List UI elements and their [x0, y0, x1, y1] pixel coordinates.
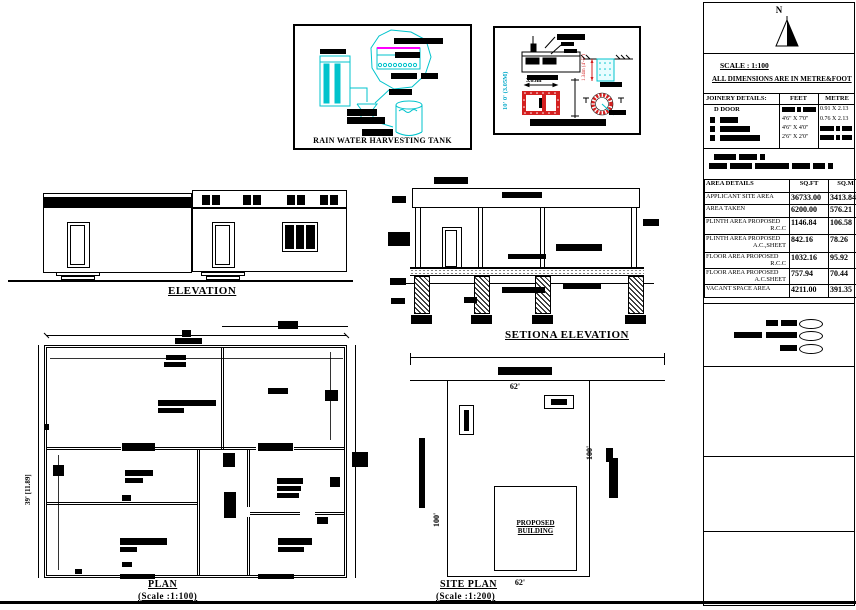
redacted-text-bar: [330, 477, 340, 487]
plan-height-dim: 39' [11.89]: [24, 474, 32, 505]
siteplan-road-endtick: [664, 353, 665, 365]
redacted-text-bar: [530, 119, 606, 126]
septic-length-dim: 3.65m: [526, 78, 542, 84]
sheet-bottom-border: [0, 601, 856, 604]
site-depth-left: 100': [432, 512, 441, 527]
vent-icon: [243, 195, 251, 205]
redacted-text-bar: [278, 321, 298, 329]
soak-depth-dim: 1.34m (4'-5"): [582, 54, 587, 81]
dimensions-note: ALL DIMENSIONS ARE IN METRE&FOOT: [712, 75, 852, 83]
area-col-sqm: SQ.M: [829, 180, 856, 193]
redacted-text-bar: [760, 154, 765, 160]
area-row-label: AREA TAKEN: [705, 205, 790, 218]
plan-wall: [250, 512, 300, 515]
plan-wall: [197, 450, 200, 575]
plan-wall: [155, 447, 256, 450]
joinery-row-label: D DOOR: [714, 106, 740, 113]
redacted-text-bar: [609, 458, 618, 498]
area-row-sqft: 757.94: [790, 269, 829, 285]
redacted-text-bar: [781, 320, 797, 326]
redacted-text-bar: [836, 135, 840, 140]
area-row-sqm: 70.44: [829, 269, 856, 285]
redacted-text-bar: [755, 163, 789, 169]
area-row: [705, 285, 856, 298]
vent-icon: [253, 195, 261, 205]
redacted-text-bar: [419, 438, 425, 508]
plan-dim-line-top: [46, 335, 347, 336]
vent-icon: [330, 195, 338, 205]
redacted-text-bar: [125, 470, 153, 476]
redacted-text-bar: [792, 163, 810, 169]
siteplan-road-top: [410, 357, 665, 358]
redacted-text-bar: [44, 424, 49, 430]
redacted-text-bar: [556, 244, 602, 251]
redacted-text-bar: [836, 126, 840, 131]
area-details-table: [704, 179, 854, 304]
redacted-text-bar: [224, 492, 236, 518]
redacted-text-bar: [564, 49, 577, 53]
redacted-text-bar: [563, 283, 601, 289]
elevation-roof-band: [44, 197, 191, 208]
site-width-bottom: 62': [514, 578, 526, 587]
rwh-title: RAIN WATER HARVESTING TANK: [313, 136, 452, 145]
redacted-text-bar: [389, 89, 412, 95]
redacted-text-bar: [278, 538, 312, 545]
redacted-text-bar: [317, 517, 328, 524]
section-ground-line: [398, 283, 654, 284]
door-leaf: [215, 225, 230, 265]
section-pier: [628, 276, 644, 314]
section-footing: [532, 315, 553, 324]
redacted-text-bar: [325, 390, 338, 401]
redacted-text-bar: [464, 297, 477, 303]
redacted-text-bar: [392, 196, 406, 203]
area-row-sqft: 4211.00: [790, 285, 829, 298]
proposed-building-label: PROPOSED: [516, 519, 555, 527]
redacted-text-bar: [557, 34, 585, 40]
elevation-title: ELEVATION: [168, 285, 237, 297]
redacted-text-bar: [53, 465, 64, 476]
redacted-text-bar: [277, 486, 301, 491]
area-row-sqft: 1032.16: [790, 253, 829, 269]
plan-wall: [294, 447, 344, 450]
plan-wall: [221, 348, 224, 449]
section-pier: [535, 276, 551, 314]
redacted-text-bar: [508, 254, 546, 259]
redacted-text-bar: [75, 569, 82, 574]
section-pier: [474, 276, 490, 314]
area-row-sqft: 1146.84: [790, 218, 829, 235]
site-structure-box: [459, 405, 474, 435]
signature-box: [704, 303, 854, 367]
redacted-text-bar: [166, 355, 186, 360]
siteplan-road-endtick: [410, 353, 411, 365]
septic-depth-dim: 10' 0' (3.05M): [502, 71, 509, 110]
site-width-top: 62': [509, 382, 521, 391]
area-row: [705, 253, 856, 269]
redacted-text-bar: [828, 163, 833, 169]
proposed-building-label: BUILDING: [517, 527, 554, 535]
area-row-sqm: 78.26: [829, 235, 856, 253]
plan-wall: [47, 447, 121, 450]
area-row-sqm: 391.35: [829, 285, 856, 298]
area-col-sqft: SQ.FT: [790, 180, 829, 193]
joinery-title: JOINERY DETAILS:: [706, 95, 767, 102]
joinery-table: [704, 93, 854, 149]
redacted-text-bar: [122, 443, 155, 451]
redacted-text-bar: [766, 332, 797, 338]
area-row-label: FLOOR AREA PROPOSED A.C.SHEET: [705, 269, 790, 285]
redacted-text-bar: [182, 330, 191, 337]
redacted-text-bar: [391, 298, 405, 304]
section-column: [540, 208, 545, 268]
vent-icon: [287, 195, 295, 205]
rwh-detail-box: [293, 24, 472, 150]
panel-empty-box: [704, 531, 854, 604]
area-row-label: VACANT SPACE AREA: [705, 285, 790, 298]
elevation-door-right: [212, 222, 235, 268]
redacted-text-bar: [278, 547, 304, 552]
door-leaf: [70, 225, 85, 265]
redacted-text-bar: [710, 135, 715, 141]
area-row: [705, 235, 856, 253]
plan-wall: [247, 450, 250, 507]
redacted-text-bar: [561, 42, 574, 46]
area-row-sqm: 95.92: [829, 253, 856, 269]
panel-empty-box: [704, 366, 854, 457]
redacted-text-bar: [730, 163, 752, 169]
redacted-text-bar: [498, 367, 552, 375]
redacted-text-bar: [158, 400, 216, 406]
north-arrow-icon: [770, 16, 804, 50]
redacted-text-bar: [120, 538, 167, 545]
area-row: [705, 205, 856, 218]
joinery-row-metre: 0.76 X 2.13: [820, 116, 849, 122]
siteplan-scale: (Scale :1:200): [436, 591, 496, 601]
section-roof-slab: [412, 188, 640, 208]
area-row-sqm: 3413.84: [829, 193, 856, 205]
signature-ellipse: [799, 319, 823, 329]
redacted-text-bar: [714, 154, 736, 160]
area-row: [705, 269, 856, 285]
section-door-frame: [442, 227, 462, 268]
redacted-text-bar: [820, 126, 834, 131]
redacted-text-bar: [347, 117, 385, 124]
joinery-col-feet: FEET: [790, 95, 807, 102]
elevation-ground-line: [8, 280, 353, 282]
area-table-title: AREA DETAILS: [705, 180, 790, 193]
redacted-text-bar: [277, 493, 299, 498]
elevation-steps-left2: [61, 276, 95, 280]
redacted-text-bar: [164, 362, 186, 367]
redacted-text-bar: [502, 287, 545, 293]
section-title: SETIONA ELEVATION: [505, 329, 629, 341]
section-footing: [471, 315, 492, 324]
signature-ellipse: [799, 344, 823, 354]
area-row-label: FLOOR AREA PROPOSED R.C.C: [705, 253, 790, 269]
redacted-text-bar: [734, 332, 762, 338]
plan-dim-line-left: [38, 345, 39, 578]
area-row-label: APPLICANT SITE AREA: [705, 193, 790, 205]
redacted-text-bar: [347, 109, 377, 116]
redacted-text-bar: [391, 73, 417, 79]
septic-detail-box: [493, 26, 641, 135]
joinery-row-feet: 2'6" X 2'0": [782, 134, 809, 140]
redacted-text-bar: [120, 547, 137, 552]
elevation-parapet-line: [192, 207, 347, 209]
section-column: [478, 208, 483, 268]
redacted-text-bar: [258, 443, 293, 451]
redacted-text-bar: [122, 495, 131, 501]
area-row-sqm: 576.21: [829, 205, 856, 218]
redacted-text-bar: [766, 320, 778, 326]
redacted-text-bar: [739, 154, 757, 160]
redacted-text-bar: [842, 135, 852, 140]
title-panel: [703, 2, 855, 606]
redacted-text-bar: [502, 192, 542, 198]
siteplan-title: SITE PLAN: [440, 579, 498, 590]
scale-box: [704, 53, 854, 94]
redacted-text-bar: [268, 388, 288, 394]
joinery-col-metre: METRE: [825, 95, 849, 102]
area-row-label: PLINTH AREA PROPOSED A.C.,SHEET: [705, 235, 790, 253]
plan-title: PLAN: [148, 579, 178, 590]
redacted-text-bar: [421, 73, 438, 79]
vent-icon: [320, 195, 328, 205]
redacted-text-bar: [710, 117, 715, 123]
redacted-text-bar: [223, 453, 235, 467]
area-row-sqft: 6200.00: [790, 205, 829, 218]
section-footing: [411, 315, 432, 324]
redacted-text-bar: [125, 478, 143, 483]
plan-wall: [247, 517, 250, 575]
redacted-text-bar: [320, 49, 346, 54]
elevation-window: [282, 222, 318, 252]
redacted-text-bar: [395, 52, 420, 58]
redacted-text-bar: [600, 82, 622, 87]
redacted-text-bar: [782, 107, 795, 112]
redacted-text-bar: [609, 110, 626, 115]
redacted-text-bar: [813, 163, 825, 169]
redacted-text-bar: [720, 117, 738, 123]
vent-icon: [202, 195, 210, 205]
panel-empty-box: [704, 456, 854, 532]
joinery-row-metre: 0.91 X 2.13: [820, 106, 849, 112]
proposed-building-outline: [494, 486, 577, 571]
site-structure-box2: [544, 395, 574, 409]
redacted-text-bar: [352, 452, 368, 467]
redacted-text-bar: [720, 135, 760, 141]
vent-icon: [297, 195, 305, 205]
redacted-text-bar: [820, 135, 834, 140]
section-footing: [625, 315, 646, 324]
area-row-label: PLINTH AREA PROPOSED R.C.C: [705, 218, 790, 235]
section-wall-right: [631, 208, 637, 268]
redacted-text-bar: [643, 219, 659, 226]
scale-note: SCALE : 1:100: [720, 61, 769, 70]
section-wall-left: [415, 208, 421, 268]
joinery-row-feet: 4'6" X 4'0": [782, 125, 809, 131]
plan-dim-line-inner: [50, 358, 343, 359]
redacted-text-bar: [803, 107, 816, 112]
redacted-text-bar: [258, 574, 294, 579]
area-row-sqft: 842.16: [790, 235, 829, 253]
section-floor-slab: [410, 267, 644, 276]
redacted-text-bar: [797, 107, 801, 112]
joinery-row-feet: 4'6" X 7'0": [782, 116, 809, 122]
redacted-text-bar: [394, 38, 443, 44]
redacted-text-bar: [390, 278, 406, 285]
redacted-text-bar: [388, 232, 410, 246]
redacted-text-bar: [362, 129, 393, 136]
redacted-text-bar: [842, 126, 852, 131]
applicant-name-box: [704, 148, 854, 180]
area-row-sqft: 36733.00: [790, 193, 829, 205]
site-depth-right: 100': [585, 445, 594, 460]
redacted-text-bar: [710, 126, 715, 132]
redacted-text-bar: [158, 408, 184, 413]
plan-wall: [315, 512, 344, 515]
plan-wall: [47, 502, 197, 505]
signature-ellipse: [799, 331, 823, 341]
vent-icon: [212, 195, 220, 205]
area-row: [705, 193, 856, 205]
redacted-text-bar: [434, 177, 468, 184]
redacted-text-bar: [720, 126, 750, 132]
section-pier: [414, 276, 430, 314]
plan-scale: (Scale :1:100): [138, 591, 198, 601]
redacted-text-bar: [277, 478, 303, 484]
area-row-sqm: 106.58: [829, 218, 856, 235]
redacted-text-bar: [175, 338, 202, 344]
redacted-text-bar: [122, 562, 132, 567]
north-box: [704, 3, 854, 54]
redacted-text-bar: [709, 163, 727, 169]
elevation-door-left: [67, 222, 90, 268]
elevation-steps-right2: [206, 276, 240, 280]
area-row: [705, 218, 856, 235]
north-label: N: [775, 5, 783, 15]
redacted-text-bar: [780, 345, 797, 351]
